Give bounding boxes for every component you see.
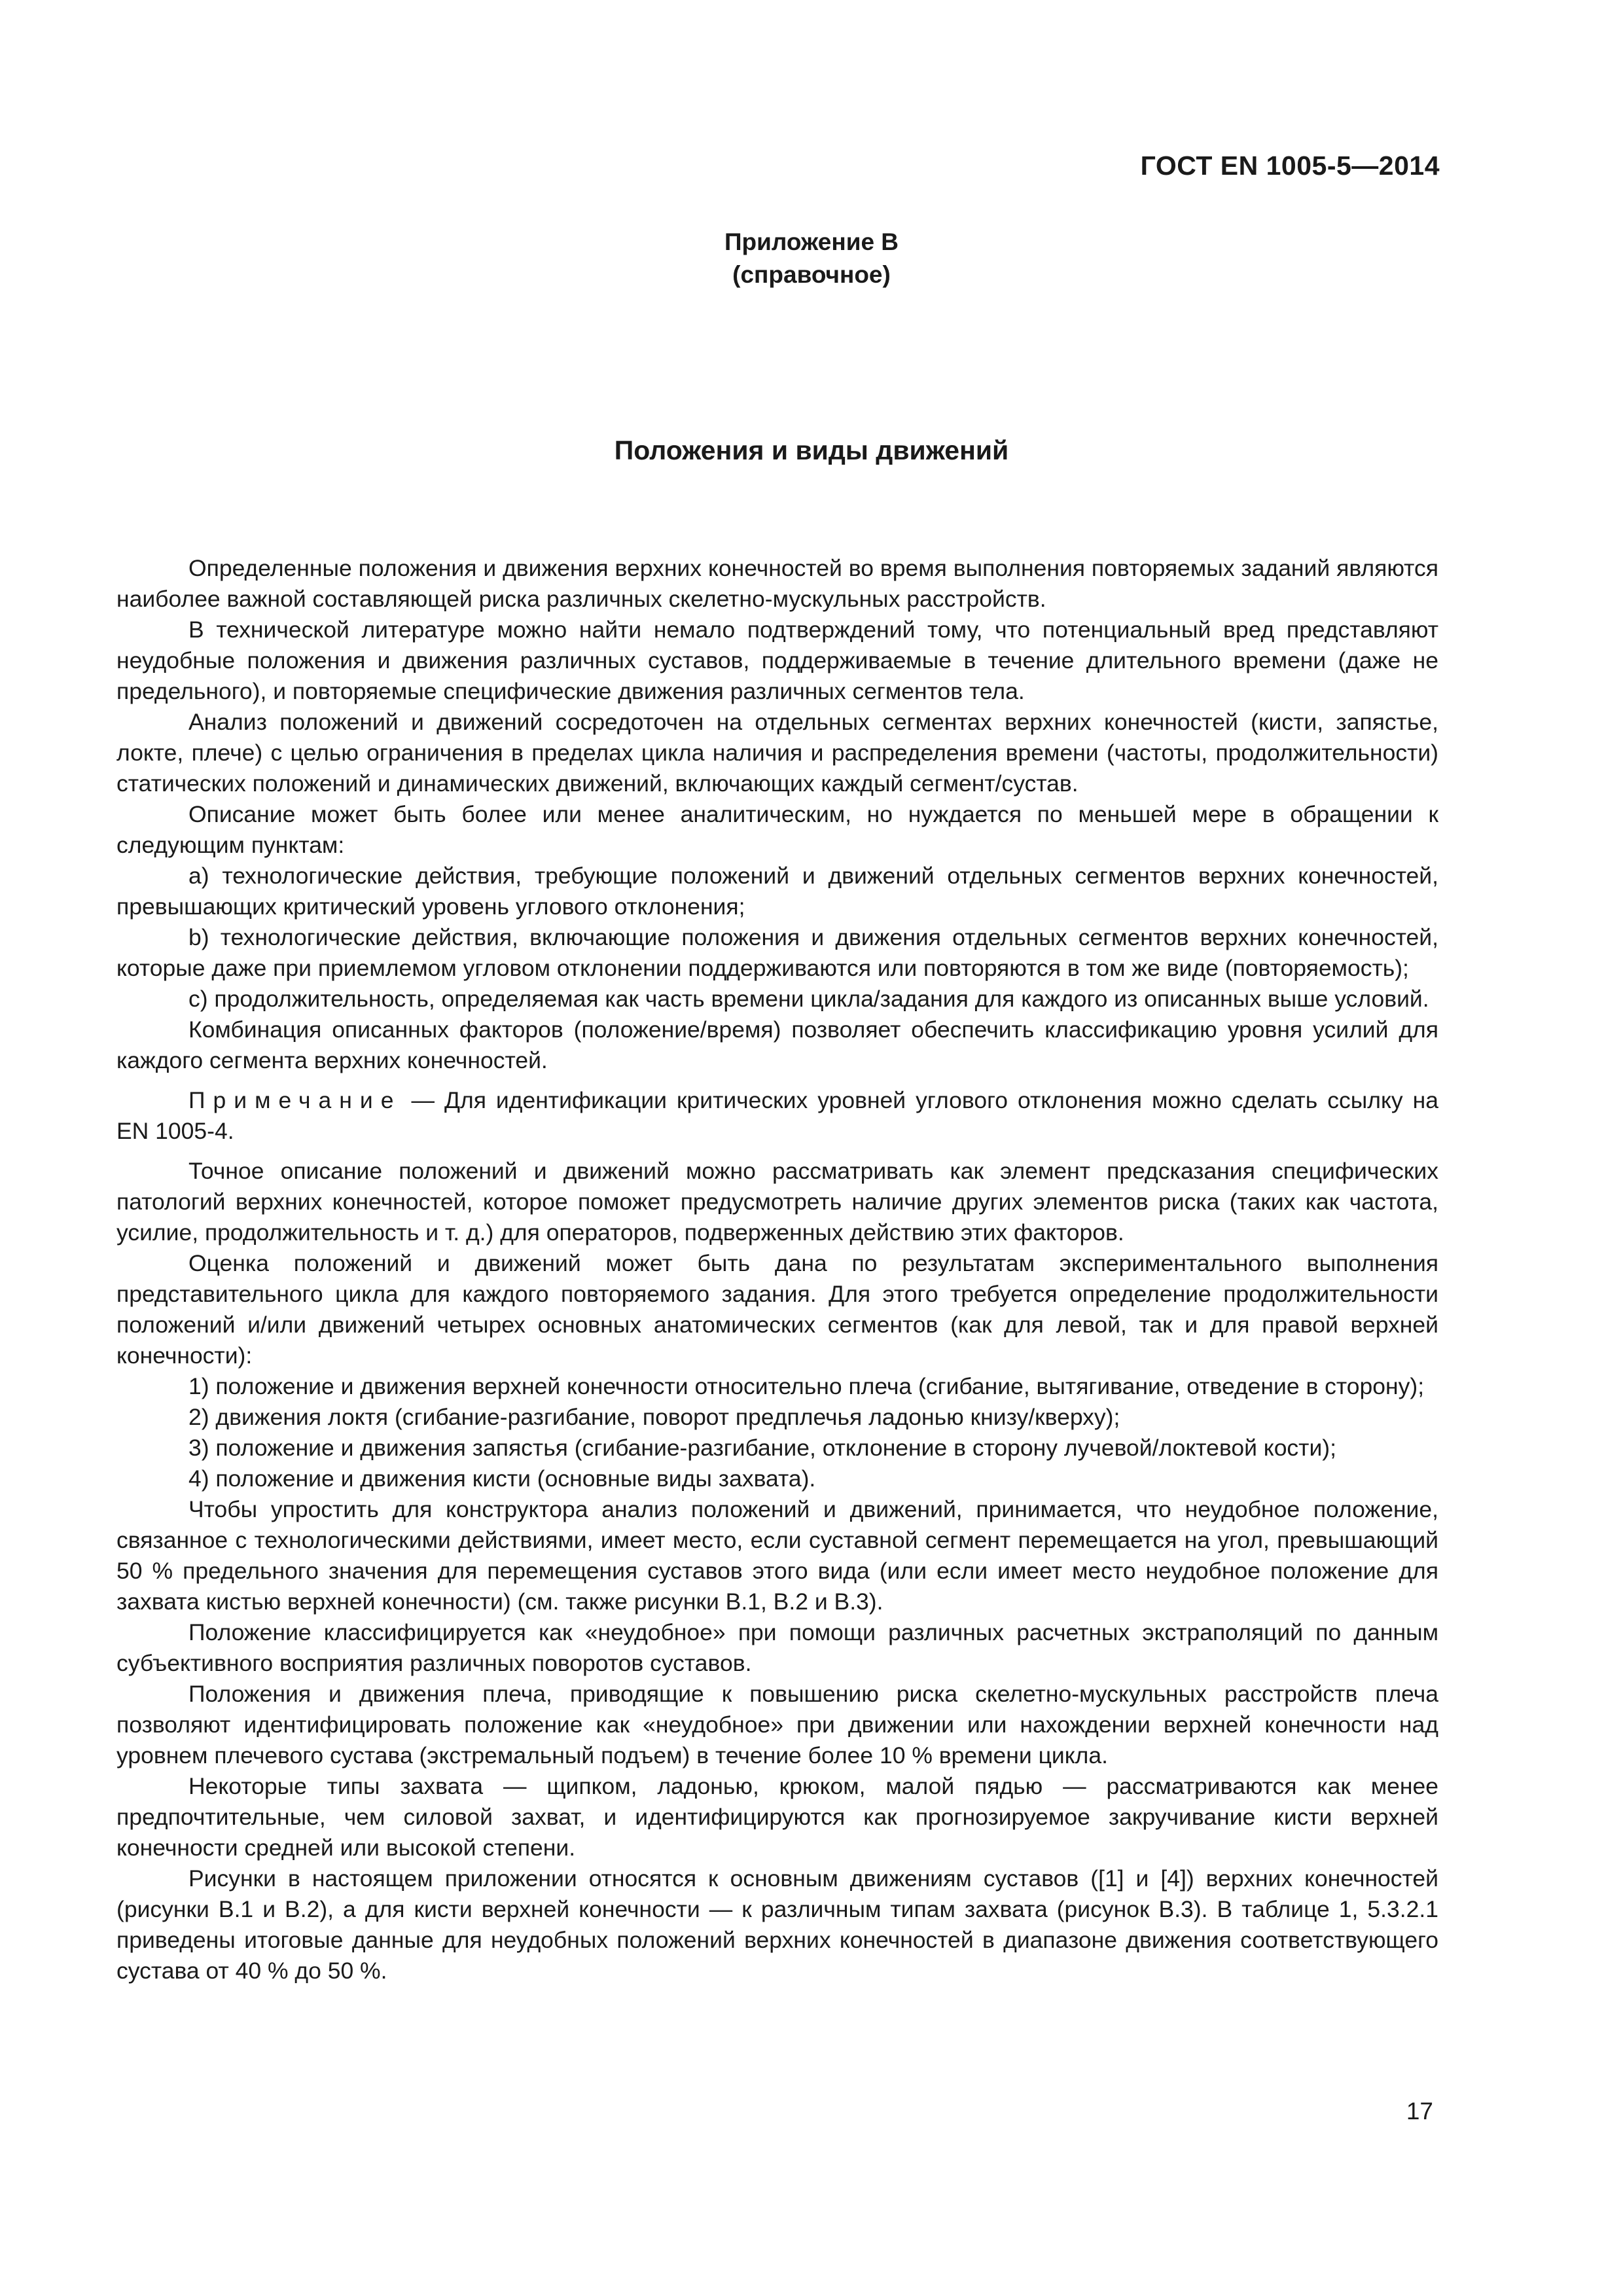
list-item: 3) положение и движения запястья (сгибание-разгибание, отклонение в сторону лучевой/локтевой кости); (188, 1435, 1336, 1461)
list-item: c) продолжительность, определяемая как часть времени цикла/задания для каждого из описанных выше условий. (188, 986, 1429, 1012)
document-code: ГОСТ EN 1005-5—2014 (1140, 151, 1440, 181)
note-label: Примечание (188, 1087, 402, 1113)
list-item: 4) положение и движения кисти (основные виды захвата). (188, 1465, 816, 1492)
paragraph: Рисунки в настоящем приложении относятся к основным движениям суставов ([1] и [4]) верхних конечностей (рисунки В.1 и В.2), а для кисти верхней конечности — к различным типам захвата (рисунок В.3). В таблице 1, 5.3.2.1 приведены итоговые данные для неудобных положений верхних конечностей в диапазоне движения соответствующего сустава от 40 % до 50 %. (116, 1865, 1438, 1984)
paragraph: В технической литературе можно найти немало подтверждений тому, что потенциальный вред представляют неудобные положения и движения различных суставов, поддерживаемые в течение длительного времени (даже не предельного), и повторяемые специфические движения различных сегментов тела. (116, 617, 1438, 704)
list-item: 2) движения локтя (сгибание-разгибание, поворот предплечья ладонью книзу/кверху); (188, 1404, 1120, 1430)
paragraph: Оценка положений и движений может быть дана по результатам экспериментального выполнения представительного цикла для каждого повторяемого задания. Для этого требуется определение продолжительности положений и/или движений четырех основных анатомических сегментов (как для левой, так и для правой верхней конечности): (116, 1250, 1438, 1369)
paragraph: Описание может быть более или менее аналитическим, но нуждается по меньшей мере в обращении к следующим пунктам: (116, 801, 1438, 858)
note-text: — Для идентификации критических уровней углового отклонения можно сделать ссылку на EN 1005-4. (116, 1087, 1438, 1144)
appendix-heading (0, 226, 1623, 291)
page-number: 17 (1406, 2098, 1433, 2125)
appendix-label: Приложение В (724, 228, 899, 255)
paragraph: Положения и движения плеча, приводящие к повышению риска скелетно-мускульных расстройств плеча позволяют идентифицировать положение как «неудобное» при движении или нахождении верхней конечности над уровнем плечевого сустава (экстремальный подъем) в течение более 10 % времени цикла. (116, 1681, 1438, 1768)
paragraph: Точное описание положений и движений можно рассматривать как элемент предсказания специфических патологий верхних конечностей, которое поможет предусмотреть наличие других элементов риска (таких как частота, усилие, продолжительность и т. д.) для операторов, подверженных действию этих факторов. (116, 1158, 1438, 1246)
list-item: a) технологические действия, требующие положений и движений отдельных сегментов верхних конечностей, превышающих критический уровень углового отклонения; (116, 863, 1438, 920)
paragraph: Положение классифицируется как «неудобное» при помощи различных расчетных экстраполяций по данным субъективного восприятия различных поворотов суставов. (116, 1619, 1438, 1676)
paragraph: Определенные положения и движения верхних конечностей во время выполнения повторяемых заданий являются наиболее важной составляющей риска различных скелетно-мускульных расстройств. (116, 555, 1438, 612)
paragraph: Комбинация описанных факторов (положение/время) позволяет обеспечить классификацию уровня усилий для каждого сегмента верхних конечностей. (116, 1016, 1438, 1073)
paragraph: Анализ положений и движений сосредоточен на отдельных сегментах верхних конечностей (кисти, запястье, локте, плече) с целью ограничения в пределах цикла наличия и распределения времени (частоты, продолжительности) статических положений и динамических движений, включающих каждый сегмент/сустав. (116, 709, 1438, 797)
note (116, 1085, 1438, 1147)
body-text (116, 553, 1438, 1986)
list-item: b) технологические действия, включающие положения и движения отдельных сегментов верхних конечностей, которые даже при приемлемом угловом отклонении поддерживаются или повторяются в том же виде (повторяемость); (116, 924, 1438, 981)
list-item: 1) положение и движения верхней конечности относительно плеча (сгибание, вытягивание, отведение в сторону); (188, 1373, 1425, 1399)
appendix-status: (справочное) (732, 261, 891, 288)
paragraph: Некоторые типы захвата — щипком, ладонью, крюком, малой пядью — рассматриваются как менее предпочтительные, чем силовой захват, и идентифицируются как прогнозируемое закручивание кисти верхней конечности средней или высокой степени. (116, 1773, 1438, 1861)
section-title: Положения и виды движений (614, 435, 1009, 465)
paragraph: Чтобы упростить для конструктора анализ положений и движений, принимается, что неудобное положение, связанное с технологическими действиями, имеет место, если суставной сегмент перемещается на угол, превышающий 50 % предельного значения для перемещения суставов этого вида (или если имеет место неудобное положение для захвата кистью верхней конечности) (см. также рисунки В.1, В.2 и В.3). (116, 1496, 1438, 1615)
